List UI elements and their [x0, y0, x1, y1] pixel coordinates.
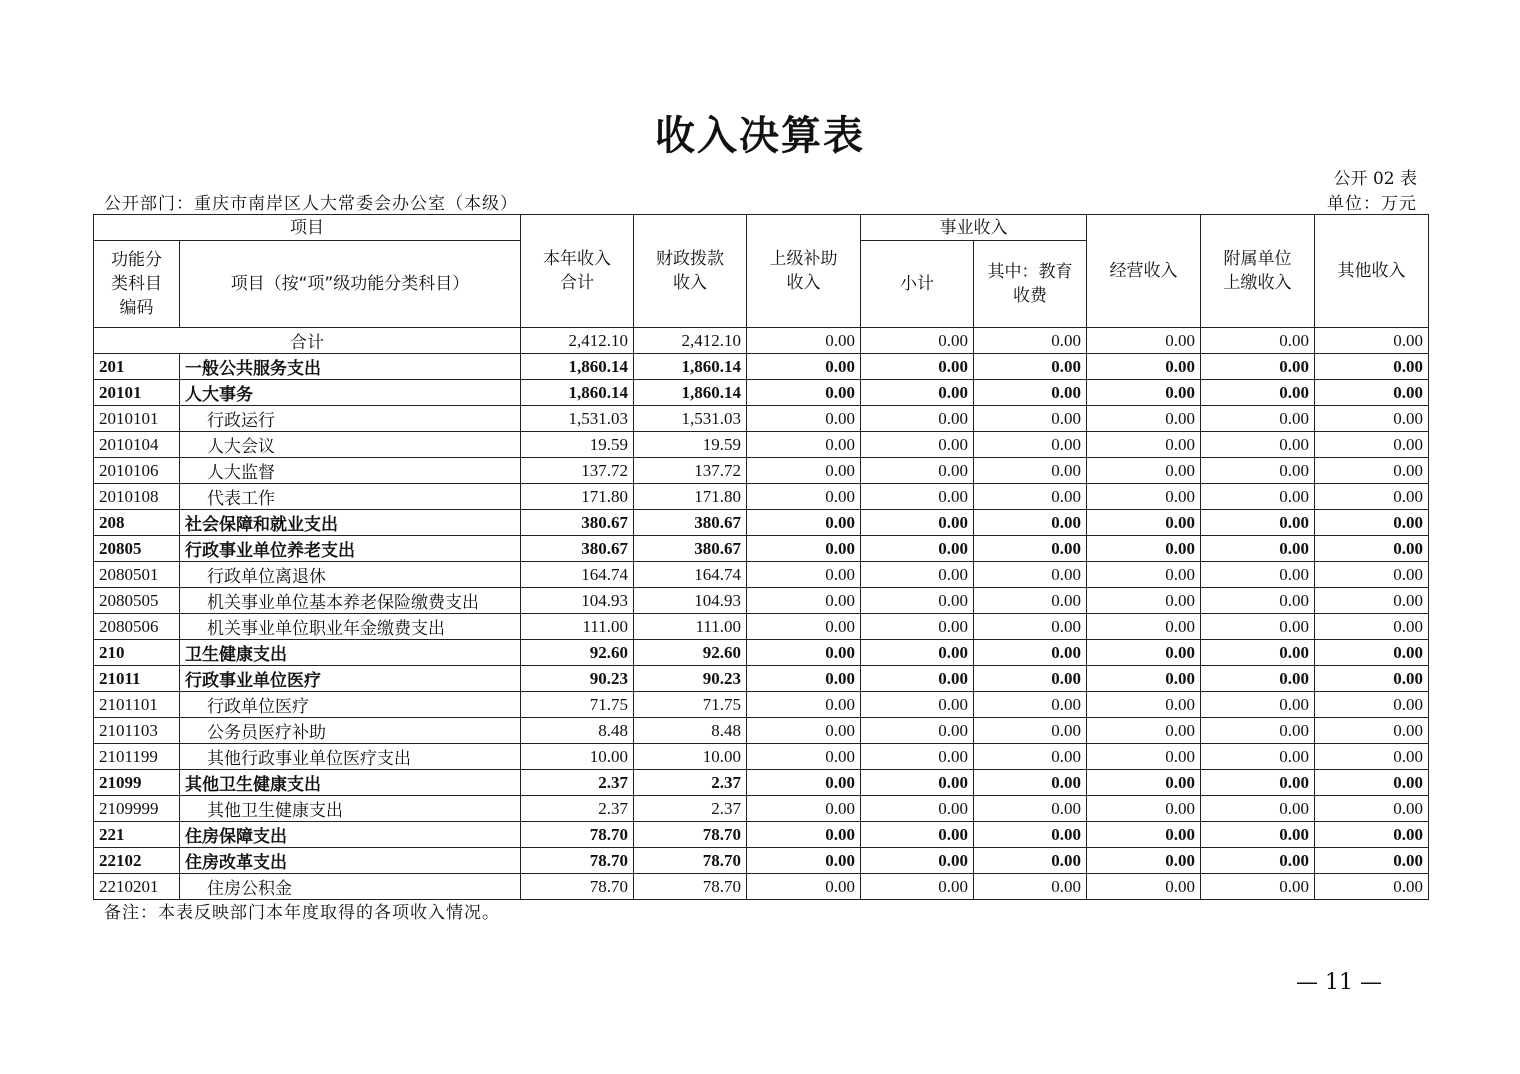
- row-code: 221: [94, 822, 180, 848]
- row-value: 0.00: [1201, 406, 1315, 432]
- row-value: 171.80: [634, 484, 747, 510]
- table-row: [94, 770, 1429, 796]
- total-cell: 0.00: [974, 328, 1087, 354]
- row-value: 0.00: [861, 588, 974, 614]
- row-value: 0.00: [974, 666, 1087, 692]
- row-value: 0.00: [1201, 822, 1315, 848]
- row-name: [180, 484, 521, 510]
- row-name-text: 社会保障和就业支出: [185, 515, 338, 535]
- row-value: 0.00: [974, 692, 1087, 718]
- table-row: [94, 718, 1429, 744]
- row-value: 0.00: [1201, 588, 1315, 614]
- row-value: 0.00: [1087, 614, 1201, 640]
- row-value: 0.00: [1087, 588, 1201, 614]
- row-value: 380.67: [521, 536, 634, 562]
- row-value: 78.70: [634, 848, 747, 874]
- page-title: 收入决算表: [655, 112, 865, 159]
- row-code: 21011: [94, 666, 180, 692]
- row-value: 0.00: [1087, 484, 1201, 510]
- row-value: 0.00: [974, 406, 1087, 432]
- row-value: 0.00: [1201, 432, 1315, 458]
- row-value: 0.00: [861, 614, 974, 640]
- row-name-text: 一般公共服务支出: [185, 359, 321, 379]
- row-value: 0.00: [747, 614, 861, 640]
- row-value: 0.00: [1201, 666, 1315, 692]
- row-value: 0.00: [1201, 614, 1315, 640]
- row-code: 2010104: [94, 432, 180, 458]
- row-value: 0.00: [1087, 354, 1201, 380]
- row-value: 0.00: [1315, 380, 1429, 406]
- row-value: 90.23: [634, 666, 747, 692]
- row-name-text: 行政事业单位医疗: [185, 671, 321, 691]
- header-business-income: 事业收入: [861, 215, 1087, 241]
- row-value: 2.37: [521, 796, 634, 822]
- row-value: 0.00: [1315, 744, 1429, 770]
- row-value: 0.00: [747, 744, 861, 770]
- row-value: 1,531.03: [634, 406, 747, 432]
- row-name-text: 行政运行: [207, 411, 275, 431]
- row-value: 0.00: [1315, 562, 1429, 588]
- row-value: 0.00: [861, 432, 974, 458]
- row-value: 0.00: [861, 848, 974, 874]
- row-value: 1,531.03: [521, 406, 634, 432]
- row-value: 380.67: [634, 536, 747, 562]
- row-value: 0.00: [1315, 822, 1429, 848]
- row-value: 78.70: [634, 822, 747, 848]
- row-value: 0.00: [747, 848, 861, 874]
- row-value: 0.00: [1087, 666, 1201, 692]
- row-value: 0.00: [861, 874, 974, 900]
- row-value: 1,860.14: [634, 380, 747, 406]
- header-fiscal: 财政拨款 收入: [634, 215, 747, 328]
- income-table: [93, 214, 1429, 900]
- row-value: 0.00: [747, 484, 861, 510]
- row-value: 90.23: [521, 666, 634, 692]
- header-code: 功能分 类科目 编码: [94, 241, 180, 328]
- row-value: 0.00: [747, 640, 861, 666]
- row-value: 0.00: [861, 458, 974, 484]
- total-row: [94, 328, 1429, 354]
- row-value: 0.00: [1087, 744, 1201, 770]
- row-value: 0.00: [1201, 874, 1315, 900]
- row-value: 0.00: [1087, 640, 1201, 666]
- row-code: 2109999: [94, 796, 180, 822]
- row-value: 0.00: [861, 406, 974, 432]
- row-name: [180, 848, 521, 874]
- row-code: 208: [94, 510, 180, 536]
- row-name-text: 人大监督: [207, 463, 275, 483]
- row-value: 0.00: [861, 744, 974, 770]
- row-value: 0.00: [1315, 692, 1429, 718]
- row-value: 0.00: [861, 666, 974, 692]
- row-code: 20805: [94, 536, 180, 562]
- row-value: 0.00: [974, 874, 1087, 900]
- row-value: 380.67: [634, 510, 747, 536]
- row-value: 0.00: [1087, 380, 1201, 406]
- row-value: 0.00: [974, 822, 1087, 848]
- row-value: 0.00: [974, 588, 1087, 614]
- table-row: [94, 848, 1429, 874]
- row-value: 0.00: [747, 666, 861, 692]
- row-value: 78.70: [521, 848, 634, 874]
- row-code: 2080505: [94, 588, 180, 614]
- row-value: 0.00: [1087, 458, 1201, 484]
- header-subtotal: 小计: [861, 241, 974, 328]
- row-value: 380.67: [521, 510, 634, 536]
- row-code: 2080506: [94, 614, 180, 640]
- row-value: 0.00: [1087, 406, 1201, 432]
- row-code: 20101: [94, 380, 180, 406]
- row-value: 0.00: [747, 510, 861, 536]
- row-value: 0.00: [747, 458, 861, 484]
- row-name-text: 行政单位医疗: [207, 697, 309, 717]
- row-name: [180, 874, 521, 900]
- row-code: 210: [94, 640, 180, 666]
- row-value: 0.00: [747, 692, 861, 718]
- table-row: [94, 458, 1429, 484]
- table-row: [94, 874, 1429, 900]
- row-name: [180, 614, 521, 640]
- table-row: [94, 666, 1429, 692]
- row-value: 0.00: [861, 380, 974, 406]
- table-row: [94, 536, 1429, 562]
- row-code: 2010108: [94, 484, 180, 510]
- row-value: 0.00: [1315, 770, 1429, 796]
- department-label: 公开部门：重庆市南岸区人大常委会办公室（本级）: [104, 194, 518, 214]
- row-code: 2210201: [94, 874, 180, 900]
- row-name: [180, 432, 521, 458]
- row-value: 0.00: [974, 848, 1087, 874]
- row-name: [180, 822, 521, 848]
- row-value: 0.00: [1087, 692, 1201, 718]
- table-row: [94, 692, 1429, 718]
- row-value: 0.00: [974, 562, 1087, 588]
- row-value: 0.00: [1201, 718, 1315, 744]
- row-value: 137.72: [634, 458, 747, 484]
- row-value: 0.00: [1201, 640, 1315, 666]
- header-total: 本年收入 合计: [521, 215, 634, 328]
- footnote: 备注：本表反映部门本年度取得的各项收入情况。: [104, 903, 500, 923]
- row-name: [180, 770, 521, 796]
- row-value: 0.00: [1201, 380, 1315, 406]
- row-code: 2101103: [94, 718, 180, 744]
- row-value: 0.00: [974, 510, 1087, 536]
- row-value: 0.00: [974, 432, 1087, 458]
- row-code: 2101101: [94, 692, 180, 718]
- row-value: 78.70: [634, 874, 747, 900]
- row-value: 0.00: [1087, 770, 1201, 796]
- row-value: 0.00: [861, 640, 974, 666]
- row-value: 0.00: [974, 458, 1087, 484]
- total-cell: 0.00: [1315, 328, 1429, 354]
- total-label: 合计: [94, 328, 521, 354]
- row-value: 0.00: [747, 796, 861, 822]
- row-value: 0.00: [861, 822, 974, 848]
- row-name-text: 公务员医疗补助: [207, 723, 326, 743]
- table-row: [94, 822, 1429, 848]
- row-value: 2.37: [634, 770, 747, 796]
- row-value: 78.70: [521, 874, 634, 900]
- total-cell: 2,412.10: [634, 328, 747, 354]
- table-row: [94, 406, 1429, 432]
- row-value: 0.00: [1087, 432, 1201, 458]
- row-value: 8.48: [521, 718, 634, 744]
- row-name: [180, 744, 521, 770]
- row-value: 0.00: [861, 510, 974, 536]
- row-value: 19.59: [634, 432, 747, 458]
- row-value: 71.75: [521, 692, 634, 718]
- row-value: 0.00: [974, 770, 1087, 796]
- header-project: 项目: [94, 215, 521, 241]
- row-value: 164.74: [634, 562, 747, 588]
- total-cell: 0.00: [1201, 328, 1315, 354]
- row-value: 0.00: [1201, 744, 1315, 770]
- total-cell: 0.00: [861, 328, 974, 354]
- row-value: 137.72: [521, 458, 634, 484]
- row-value: 2.37: [521, 770, 634, 796]
- page-number: — 11 —: [1296, 970, 1382, 995]
- row-name-text: 其他行政事业单位医疗支出: [207, 749, 411, 769]
- table-row: [94, 510, 1429, 536]
- row-value: 0.00: [747, 536, 861, 562]
- row-value: 104.93: [521, 588, 634, 614]
- header-edu: 其中：教育 收费: [974, 241, 1087, 328]
- table-row: [94, 380, 1429, 406]
- row-value: 0.00: [1315, 614, 1429, 640]
- row-value: 0.00: [1315, 874, 1429, 900]
- row-value: 1,860.14: [634, 354, 747, 380]
- row-value: 0.00: [1201, 354, 1315, 380]
- row-value: 0.00: [1315, 536, 1429, 562]
- row-name-text: 机关事业单位职业年金缴费支出: [207, 619, 445, 639]
- row-value: 0.00: [861, 562, 974, 588]
- table-row: [94, 484, 1429, 510]
- row-value: 0.00: [1315, 484, 1429, 510]
- header-superior: 上级补助 收入: [747, 215, 861, 328]
- row-name: [180, 536, 521, 562]
- table-row: [94, 588, 1429, 614]
- row-code: 201: [94, 354, 180, 380]
- row-name: [180, 666, 521, 692]
- row-value: 0.00: [1315, 354, 1429, 380]
- row-value: 92.60: [634, 640, 747, 666]
- row-value: 8.48: [634, 718, 747, 744]
- row-value: 0.00: [1087, 718, 1201, 744]
- row-value: 0.00: [747, 562, 861, 588]
- row-value: 0.00: [861, 796, 974, 822]
- row-name-text: 其他卫生健康支出: [185, 775, 321, 795]
- header-affiliated: 附属单位 上缴收入: [1201, 215, 1315, 328]
- row-value: 0.00: [974, 484, 1087, 510]
- row-value: 0.00: [1201, 510, 1315, 536]
- row-value: 0.00: [974, 640, 1087, 666]
- row-value: 0.00: [1315, 666, 1429, 692]
- row-code: 2010106: [94, 458, 180, 484]
- row-value: 164.74: [521, 562, 634, 588]
- row-value: 0.00: [1087, 562, 1201, 588]
- row-value: 0.00: [1201, 848, 1315, 874]
- row-value: 0.00: [747, 874, 861, 900]
- row-value: 0.00: [747, 406, 861, 432]
- row-value: 0.00: [1201, 692, 1315, 718]
- row-value: 0.00: [1315, 432, 1429, 458]
- row-value: 0.00: [1201, 458, 1315, 484]
- row-value: 0.00: [1201, 536, 1315, 562]
- row-name: [180, 588, 521, 614]
- row-name: [180, 718, 521, 744]
- row-code: 2010101: [94, 406, 180, 432]
- row-name-text: 住房保障支出: [185, 827, 287, 847]
- row-value: 0.00: [1315, 588, 1429, 614]
- row-value: 0.00: [1315, 848, 1429, 874]
- row-value: 0.00: [1315, 458, 1429, 484]
- row-name-text: 代表工作: [207, 489, 275, 509]
- header-other: 其他收入: [1315, 215, 1429, 328]
- table-row: [94, 744, 1429, 770]
- row-name-text: 行政事业单位养老支出: [185, 541, 355, 561]
- row-code: 2101199: [94, 744, 180, 770]
- row-value: 0.00: [861, 692, 974, 718]
- row-value: 0.00: [861, 484, 974, 510]
- row-value: 0.00: [974, 380, 1087, 406]
- row-value: 10.00: [521, 744, 634, 770]
- row-value: 0.00: [861, 770, 974, 796]
- row-value: 0.00: [974, 718, 1087, 744]
- row-value: 0.00: [861, 536, 974, 562]
- table-row: [94, 354, 1429, 380]
- total-cell: 2,412.10: [521, 328, 634, 354]
- row-value: 171.80: [521, 484, 634, 510]
- table-row: [94, 562, 1429, 588]
- row-value: 0.00: [974, 744, 1087, 770]
- row-name: [180, 354, 521, 380]
- row-value: 78.70: [521, 822, 634, 848]
- table-row: [94, 640, 1429, 666]
- row-value: 92.60: [521, 640, 634, 666]
- form-number: 公开 02 表: [1333, 169, 1417, 189]
- row-value: 111.00: [634, 614, 747, 640]
- row-value: 0.00: [974, 614, 1087, 640]
- total-cell: 0.00: [1087, 328, 1201, 354]
- row-value: 0.00: [747, 354, 861, 380]
- row-name-text: 机关事业单位基本养老保险缴费支出: [207, 593, 479, 613]
- row-name: [180, 406, 521, 432]
- unit-label: 单位：万元: [1327, 194, 1417, 214]
- header-name: 项目（按“项”级功能分类科目）: [180, 241, 521, 328]
- row-name-text: 人大会议: [207, 437, 275, 457]
- row-value: 0.00: [1087, 796, 1201, 822]
- row-value: 1,860.14: [521, 380, 634, 406]
- row-value: 104.93: [634, 588, 747, 614]
- row-value: 0.00: [747, 588, 861, 614]
- row-value: 111.00: [521, 614, 634, 640]
- row-name-text: 住房改革支出: [185, 853, 287, 873]
- row-value: 0.00: [747, 380, 861, 406]
- row-value: 0.00: [747, 718, 861, 744]
- row-value: 0.00: [1087, 536, 1201, 562]
- row-value: 0.00: [1315, 406, 1429, 432]
- row-value: 19.59: [521, 432, 634, 458]
- row-value: 1,860.14: [521, 354, 634, 380]
- table-row: [94, 432, 1429, 458]
- row-value: 0.00: [1087, 510, 1201, 536]
- row-value: 0.00: [1201, 770, 1315, 796]
- row-value: 0.00: [1315, 510, 1429, 536]
- row-value: 0.00: [747, 770, 861, 796]
- row-name-text: 其他卫生健康支出: [207, 801, 343, 821]
- row-name: [180, 692, 521, 718]
- row-value: 2.37: [634, 796, 747, 822]
- row-name: [180, 458, 521, 484]
- row-value: 0.00: [1315, 718, 1429, 744]
- row-value: 0.00: [861, 354, 974, 380]
- row-code: 2080501: [94, 562, 180, 588]
- row-name-text: 行政单位离退休: [207, 567, 326, 587]
- table-row: [94, 796, 1429, 822]
- row-name-text: 人大事务: [185, 385, 253, 405]
- row-name-text: 住房公积金: [207, 879, 292, 899]
- row-value: 0.00: [1315, 796, 1429, 822]
- row-value: 0.00: [861, 718, 974, 744]
- row-name: [180, 510, 521, 536]
- row-name-text: 卫生健康支出: [185, 645, 287, 665]
- row-value: 71.75: [634, 692, 747, 718]
- row-value: 0.00: [747, 432, 861, 458]
- row-value: 0.00: [974, 796, 1087, 822]
- row-code: 22102: [94, 848, 180, 874]
- row-name: [180, 380, 521, 406]
- row-name: [180, 562, 521, 588]
- row-value: 0.00: [974, 354, 1087, 380]
- total-cell: 0.00: [747, 328, 861, 354]
- row-value: 0.00: [1201, 484, 1315, 510]
- table-row: [94, 614, 1429, 640]
- row-value: 0.00: [1087, 848, 1201, 874]
- row-value: 0.00: [747, 822, 861, 848]
- row-value: 0.00: [1315, 640, 1429, 666]
- row-name: [180, 640, 521, 666]
- row-value: 0.00: [1201, 796, 1315, 822]
- row-value: 0.00: [1201, 562, 1315, 588]
- row-value: 10.00: [634, 744, 747, 770]
- row-code: 21099: [94, 770, 180, 796]
- row-value: 0.00: [1087, 874, 1201, 900]
- header-operating: 经营收入: [1087, 215, 1201, 328]
- row-value: 0.00: [974, 536, 1087, 562]
- row-name: [180, 796, 521, 822]
- row-value: 0.00: [1087, 822, 1201, 848]
